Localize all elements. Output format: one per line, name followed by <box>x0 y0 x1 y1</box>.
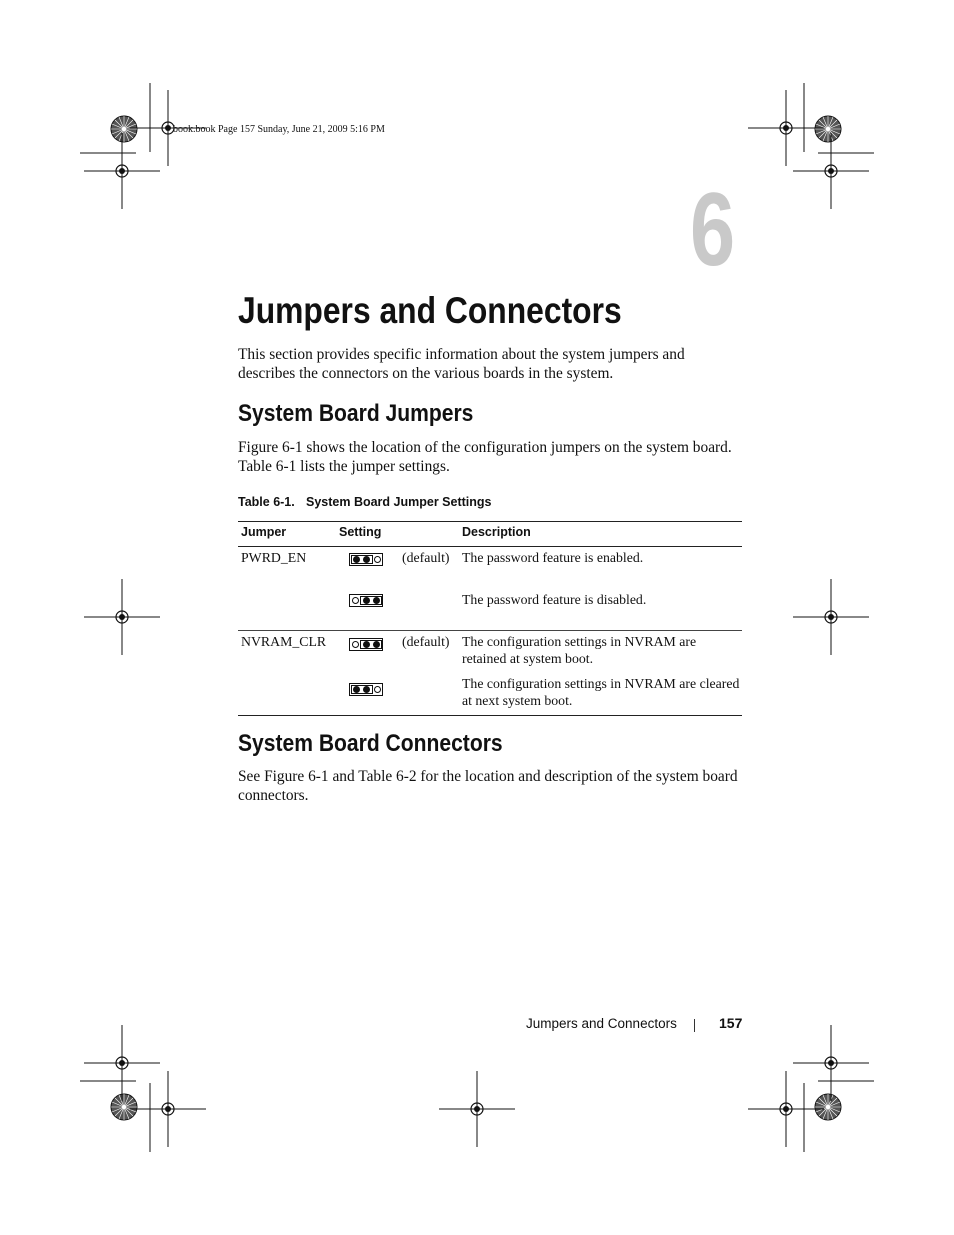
setting-note: (default) <box>402 550 450 565</box>
registration-mark-icon <box>84 133 160 209</box>
table-top-rule <box>238 521 742 522</box>
page-number: 157 <box>719 1015 743 1031</box>
jumper-name: PWRD_EN <box>241 550 307 565</box>
table-caption <box>238 495 491 509</box>
registration-mark-icon <box>793 579 869 655</box>
jumper-pins-2-3-icon <box>349 638 383 651</box>
registration-mark-icon <box>84 1025 160 1101</box>
star-target-icon <box>815 116 841 142</box>
registration-mark-icon <box>748 1071 824 1147</box>
jumper-pins-1-2-icon <box>349 683 383 696</box>
jumper-pins-2-3-icon <box>349 594 383 607</box>
registration-mark-icon <box>130 1071 206 1147</box>
connectors-paragraph: See Figure 6-1 and Table 6-2 for the location and description of the system board connectors. <box>238 768 738 804</box>
chapter-number: 6 <box>690 172 736 288</box>
section-heading-jumpers: System Board Jumpers <box>238 400 474 427</box>
setting-description: The password feature is enabled. <box>462 550 644 565</box>
jumpers-paragraph: Figure 6-1 shows the location of the configuration jumpers on the system board. Table 6-1 lists the jumper settings. <box>238 439 732 475</box>
setting-description: The configuration settings in NVRAM are retained at system boot. <box>462 634 697 666</box>
setting-description: The configuration settings in NVRAM are cleared at next system boot. <box>462 676 740 708</box>
registration-mark-icon <box>748 90 824 166</box>
table-caption-title: System Board Jumper Settings <box>306 495 492 509</box>
setting-description: The password feature is disabled. <box>462 592 647 607</box>
jumper-name: NVRAM_CLR <box>241 634 327 649</box>
star-target-icon <box>815 1094 841 1120</box>
print-slug: book.book Page 157 Sunday, June 21, 2009 5:16 PM <box>173 124 385 135</box>
table-header-setting: Setting <box>339 525 382 539</box>
intro-paragraph: This section provides specific information about the system jumpers and describes the connectors on the various boards in the system. <box>238 346 685 382</box>
table-header-jumper: Jumper <box>241 525 287 539</box>
table-bottom-rule <box>238 715 742 716</box>
table-caption-label: Table 6-1. <box>238 495 295 509</box>
table-group-rule <box>238 630 742 631</box>
star-target-icon <box>111 116 137 142</box>
footer-running-title: Jumpers and Connectors <box>526 1016 677 1031</box>
setting-note: (default) <box>402 634 450 649</box>
star-target-icon <box>111 1094 137 1120</box>
footer-separator <box>694 1019 695 1032</box>
section-heading-connectors: System Board Connectors <box>238 730 503 757</box>
registration-mark-icon <box>84 579 160 655</box>
jumper-pins-1-2-icon <box>349 553 383 566</box>
table-header-description: Description <box>462 525 531 539</box>
table-header-rule <box>238 546 742 547</box>
chapter-title: Jumpers and Connectors <box>238 290 622 331</box>
registration-mark-icon <box>439 1071 515 1147</box>
